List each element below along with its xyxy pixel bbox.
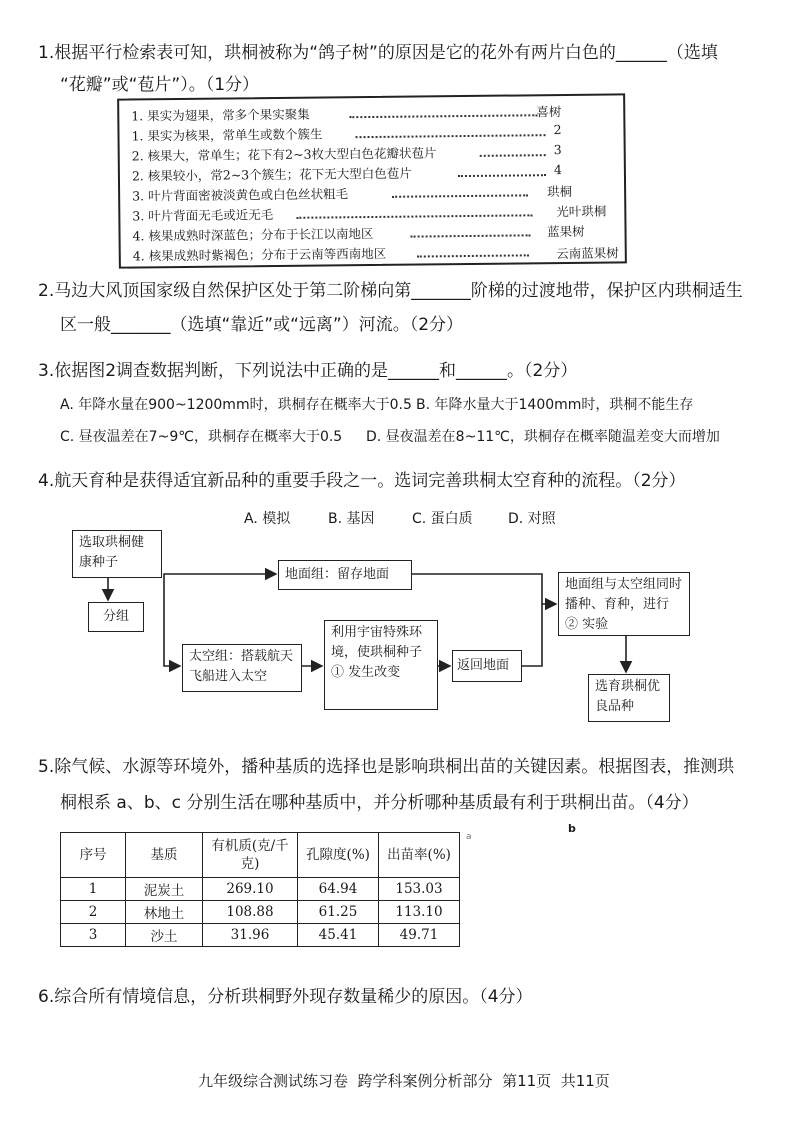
substrate-table (60, 832, 460, 947)
key-row-7: 4. 核果成熟时深蓝色；分布于长江以南地区 (132, 225, 374, 244)
table-cell: 1 (61, 878, 126, 901)
table-cell: 108.88 (203, 901, 298, 924)
q3-stem: 3.依据图2调查数据判断，下列说法中正确的是______和______。（2分） (38, 361, 578, 381)
key-row-2-result: 2 (553, 122, 562, 138)
table-cell: 林地土 (126, 901, 203, 924)
table-cell: 49.71 (379, 924, 460, 947)
q1-line2: “花瓣”或“苞片”）。（1分） (60, 75, 260, 95)
q3-option-d: D. 昼夜温差在8~11℃，珙桐存在概率随温差变大而增加 (366, 429, 720, 445)
table-row (61, 901, 460, 924)
q2-line1: 2.马边大风顶国家级自然保护区处于第二阶梯向第_______阶梯的过渡地带，保护区内珙桐适生 (38, 281, 743, 301)
flow-sow-experiment: 地面组与太空组同时播种、育种，进行 ② 实验 (558, 572, 690, 636)
table-cell: 2 (61, 901, 126, 924)
table-header: 出苗率(%) (379, 833, 460, 878)
table-row (61, 924, 460, 947)
root-label-b: b (568, 822, 576, 835)
q4-choice-c: C. 蛋白质 (412, 511, 473, 527)
q4-choice-b: B. 基因 (328, 511, 375, 527)
key-row-3: 2. 核果大，常单生；花下有2~3枚大型白色花瓣状苞片 (131, 145, 437, 164)
table-cell: 153.03 (379, 878, 460, 901)
flow-select-variety: 选育珙桐优良品种 (588, 674, 670, 722)
flow-group: 分组 (88, 602, 144, 632)
table-cell: 64.94 (298, 878, 379, 901)
key-row-8-result: 云南蓝果树 (556, 245, 619, 262)
table-header-row (61, 833, 460, 878)
q6-line1: 6.综合所有情境信息，分析珙桐野外现存数量稀少的原因。（4分） (38, 987, 533, 1007)
table-cell: 3 (61, 924, 126, 947)
table-header: 孔隙度(%) (298, 833, 379, 878)
q3-option-b: B. 年降水量大于1400mm时，珙桐不能生存 (416, 397, 694, 413)
key-row-6-result: 光叶珙桐 (556, 203, 607, 220)
q5-line1: 5.除气候、水源等环境外，播种基质的选择也是影响珙桐出苗的关键因素。根据图表，推测珙 (38, 757, 735, 777)
table-cell: 113.10 (379, 901, 460, 924)
q4-choice-a: A. 模拟 (244, 511, 291, 527)
table-row (61, 878, 460, 901)
table-header: 有机质(克/千克) (203, 833, 298, 878)
flow-use-cosmic-environment: 利用宇宙特殊环境，使珙桐种子 ① 发生改变 (324, 620, 438, 710)
flow-ground-group: 地面组：留存地面 (278, 560, 412, 590)
page-footer: 九年级综合测试练习卷 跨学科案例分析部分 第11页 共11页 (198, 1072, 610, 1090)
table-cell: 269.10 (203, 878, 298, 901)
key-row-3-result: 3 (553, 142, 562, 158)
key-row-1: 1. 果实为翅果，常多个果实聚集 (131, 106, 310, 124)
flow-select-seeds: 选取珙桐健康种子 (72, 530, 162, 578)
key-row-4: 2. 核果较小，常2~3个簇生；花下无大型白色苞片 (131, 165, 412, 184)
q4-choice-d: D. 对照 (508, 511, 556, 527)
key-row-5: 3. 叶片背面密被淡黄色或白色丝状粗毛 (132, 186, 349, 204)
table-cell: 31.96 (203, 924, 298, 947)
q4-stem: 4.航天育种是获得适宜新品种的重要手段之一。选词完善珙桐太空育种的流程。（2分） (38, 471, 686, 491)
q3-option-c: C. 昼夜温差在7~9℃，珙桐存在概率大于0.5 (60, 429, 343, 445)
key-row-2: 1. 果实为核果，常单生或数个簇生 (131, 126, 323, 144)
key-row-6: 3. 叶片背面无毛或近无毛 (132, 207, 274, 224)
q2-line2: 区一般_______（选填“靠近”或“远离”）河流。（2分） (60, 315, 464, 335)
key-row-4-result: 4 (553, 162, 562, 178)
flow-space-group: 太空组：搭载航天飞船进入太空 (182, 644, 302, 692)
q3-option-a: A. 年降水量在900~1200mm时，珙桐存在概率大于0.5 (60, 397, 412, 413)
flow-return-ground: 返回地面 (452, 650, 522, 682)
key-row-8: 4. 核果成熟时紫褐色；分布于云南等西南地区 (132, 245, 387, 264)
table-cell: 61.25 (298, 901, 379, 924)
key-row-7-result: 蓝果树 (546, 223, 585, 240)
table-cell: 45.41 (298, 924, 379, 947)
root-label-a: a (466, 832, 472, 842)
key-row-5-result: 珙桐 (547, 183, 573, 200)
table-header: 序号 (61, 833, 126, 878)
table-cell: 泥炭土 (126, 878, 203, 901)
q1-line1: 1.根据平行检索表可知，珙桐被称为“鸽子树”的原因是它的花外有两片白色的______（选填 (38, 43, 718, 63)
q5-line2: 桐根系 a、b、c 分别生活在哪种基质中，并分析哪种基质最有利于珙桐出苗。（4分） (60, 793, 699, 813)
table-header: 基质 (126, 833, 203, 878)
table-cell: 沙土 (126, 924, 203, 947)
key-row-1-result: 喜树 (536, 104, 562, 120)
